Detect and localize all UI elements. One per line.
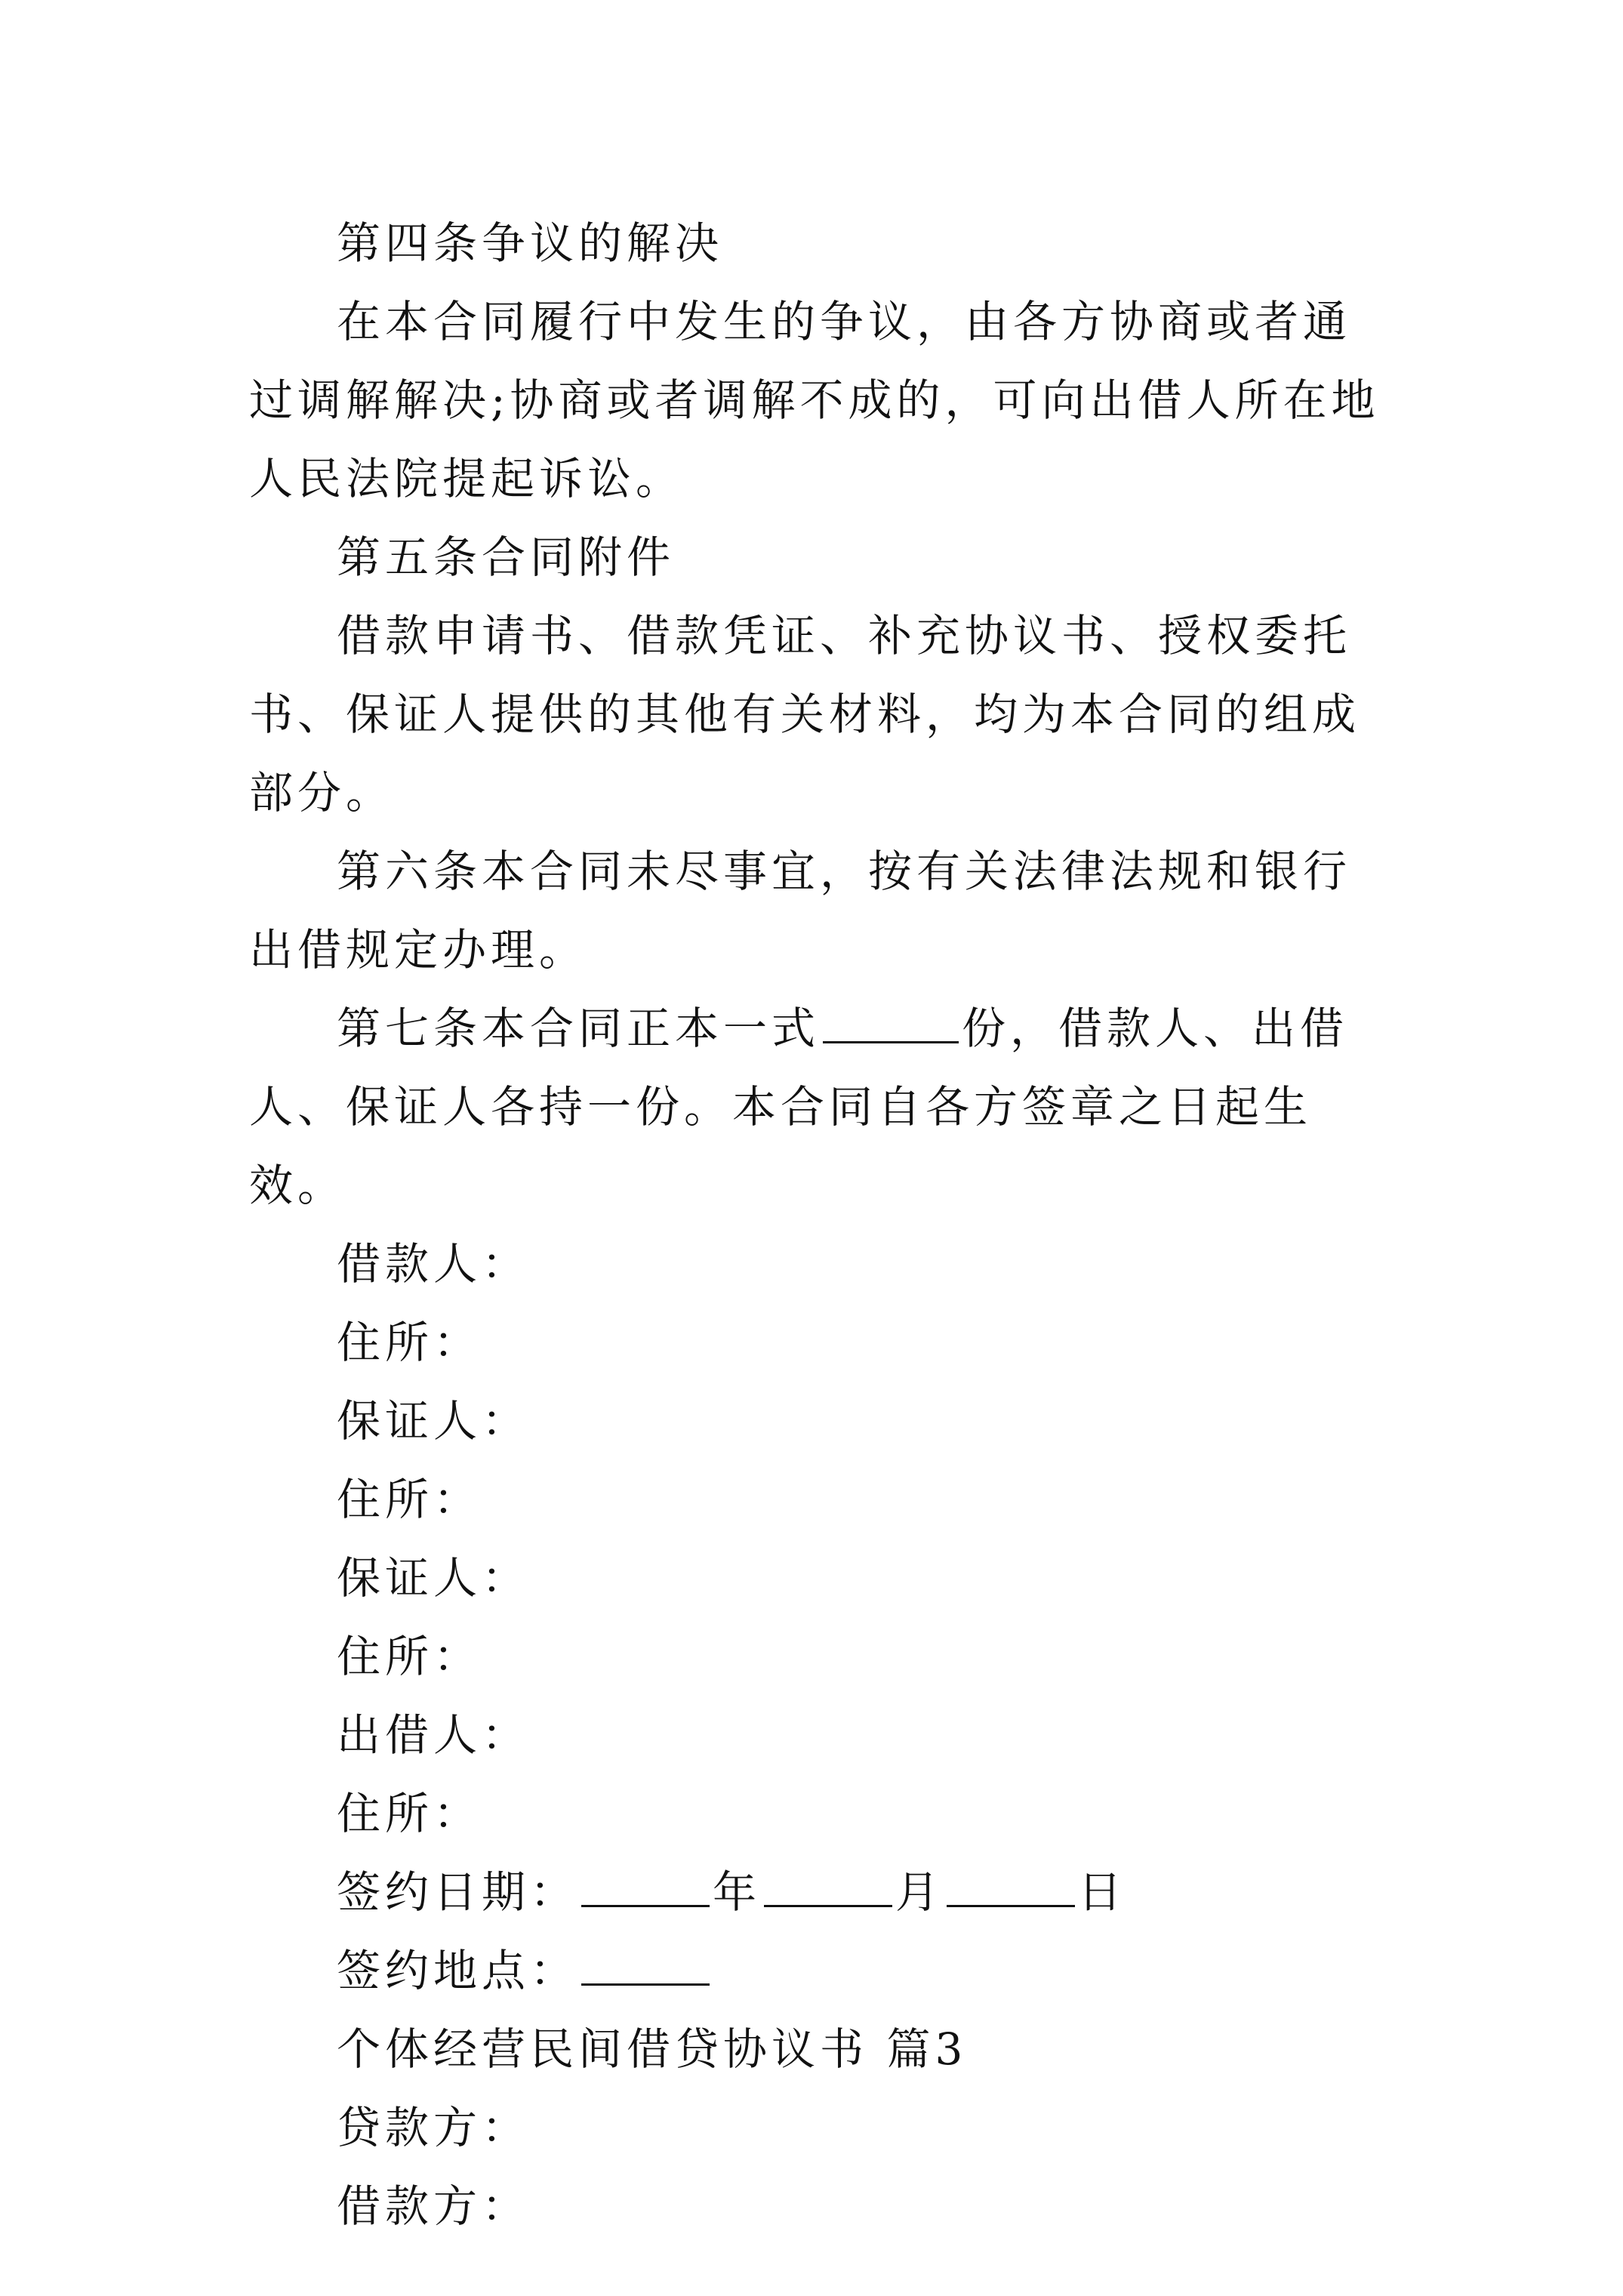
copies-blank <box>823 994 959 1043</box>
guarantor-1-address-label: 住所： <box>337 1474 482 1525</box>
lender-party-label: 贷款方： <box>337 2102 531 2153</box>
signing-place-line <box>249 1931 1397 2010</box>
year-blank <box>581 1858 710 1907</box>
document-body <box>249 204 1397 2245</box>
article-7-before: 第七条本合同正本一式 <box>337 1003 821 1054</box>
lender-signature-label: 出借人： <box>337 1709 531 1761</box>
day-label: 日 <box>1078 1866 1127 1918</box>
next-agreement-title: 个体经营民间借贷协议书 篇3 <box>337 2023 968 2075</box>
borrower-address-label: 住所： <box>337 1317 482 1368</box>
article-6-body: 第六条本合同未尽事宜，按有关法律法规和银行出借规定办理。 <box>249 846 1352 975</box>
guarantor-2-signature-label: 保证人： <box>337 1552 531 1604</box>
signing-date-label: 签约日期： <box>337 1866 579 1918</box>
lender-address-label: 住所： <box>337 1788 482 1839</box>
article-4-body: 在本合同履行中发生的争议，由各方协商或者通过调解解决;协商或者调解不成的，可向出借人所在地人民法院提起诉讼。 <box>249 296 1380 504</box>
signing-place-label: 签约地点： <box>337 1945 579 1996</box>
article-7-body <box>249 989 1397 1225</box>
borrower-signature-label: 借款人： <box>337 1238 531 1290</box>
month-label: 月 <box>895 1866 944 1918</box>
year-label: 年 <box>713 1866 762 1918</box>
place-blank <box>581 1937 710 1986</box>
article-7-after: 份，借款人、出借人、保证人各持一份。本合同自各方签章之日起生效。 <box>249 1003 1349 1211</box>
signing-date-line <box>249 1853 1397 1931</box>
article-5-body: 借款申请书、借款凭证、补充协议书、授权委托书、保证人提供的其他有关材料，均为本合同的组成部分。 <box>249 610 1361 818</box>
borrower-party-label: 借款方： <box>337 2180 531 2232</box>
guarantor-1-signature-label: 保证人： <box>337 1395 531 1447</box>
guarantor-2-address-label: 住所： <box>337 1631 482 1682</box>
article-5-title: 第五条合同附件 <box>337 532 676 583</box>
month-blank <box>764 1858 892 1907</box>
day-blank <box>947 1858 1075 1907</box>
article-4-title: 第四条争议的解决 <box>337 217 724 269</box>
